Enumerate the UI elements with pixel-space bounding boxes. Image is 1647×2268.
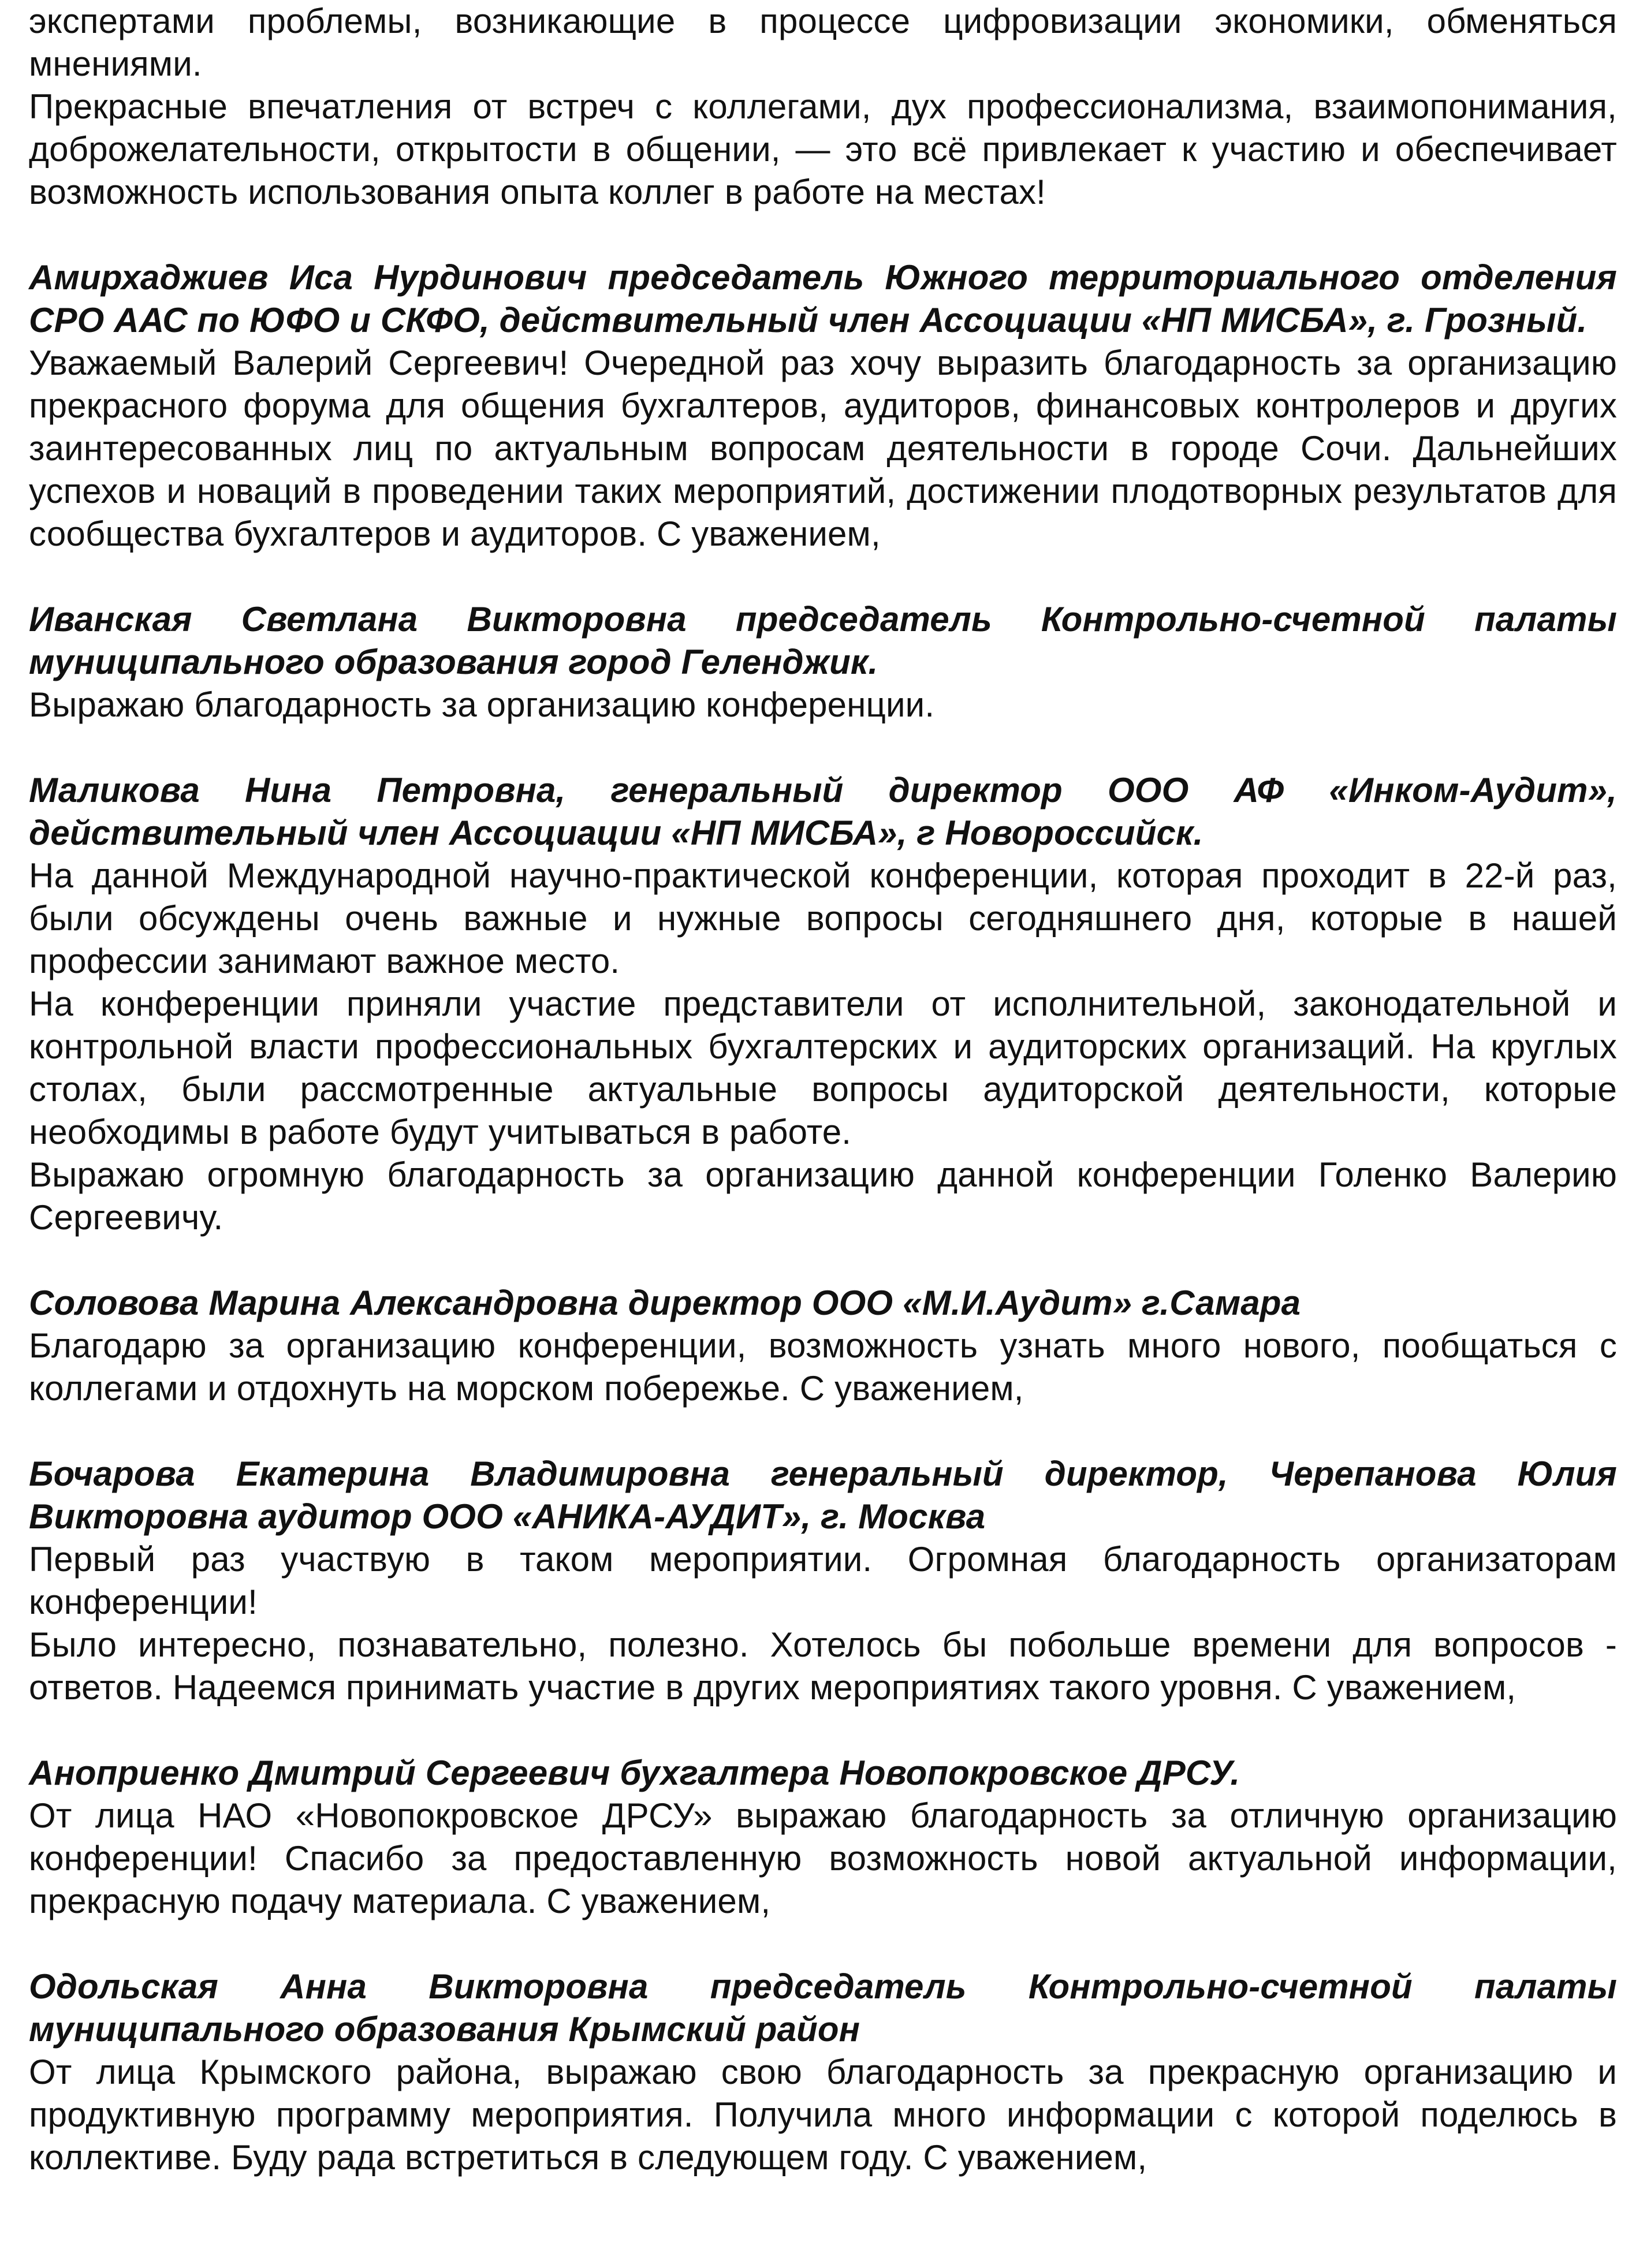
entry-paragraph: На конференции приняли участие представители от исполнительной, законодательной и контрольной власти профессиональных бухгалтерских и аудиторских организаций. На круглых столах, были рассмотренные актуальные вопросы аудиторской деятельности, которые необходимы в работе будут учитываться в работе. [29,984,1617,1151]
entry-paragraph: Выражаю благодарность за организацию конференции. [29,685,935,724]
intro-paragraph: экспертами проблемы, возникающие в процессе цифровизации экономики, обменяться мнениями. [29,2,1617,83]
spacer [29,214,1617,256]
testimonial-entry [29,1282,1617,1410]
testimonial-entry [29,1752,1617,1923]
entry-paragraph: От лица Крымского района, выражаю свою благодарность за прекрасную организацию и продуктивную программу мероприятия. Получила много информации с которой поделюсь в коллективе. Буду рада встретиться в следующем году. С уважением, [29,2053,1617,2177]
testimonial-entry [29,598,1617,726]
spacer [29,1923,1617,1965]
entry-paragraph: Было интересно, познавательно, полезно. Хотелось бы побольше времени для вопросов - ответов. Надеемся принимать участие в других мероприятиях такого уровня. С уважением, [29,1625,1617,1707]
entry-paragraph: Благодарю за организацию конференции, возможность узнать много нового, пообщаться с коллегами и отдохнуть на морском побережье. С уважением, [29,1326,1617,1408]
entry-heading: Амирхаджиев Иса Нурдинович председатель Южного территориального отделения СРО ААС по ЮФО и СКФО, действительный член Ассоциации «НП МИСБА», г. Грозный. [29,258,1617,340]
entry-heading: Одольская Анна Викторовна председатель Контрольно-счетной палаты муниципального образования Крымский район [29,1967,1617,2049]
document-page [29,0,1617,2179]
entry-heading: Иванская Светлана Викторовна председатель Контрольно-счетной палаты муниципального образования город Геленджик. [29,600,1617,681]
spacer [29,1709,1617,1752]
intro-paragraph: Прекрасные впечатления от встреч с коллегами, дух профессионализма, взаимопонимания, доброжелательности, открытости в общении, — это всё привлекает к участию и обеспечивает возможность использования опыта коллег в работе на местах! [29,87,1617,211]
spacer [29,726,1617,769]
spacer [29,555,1617,598]
entry-heading: Бочарова Екатерина Владимировна генеральный директор, Черепанова Юлия Викторовна аудитор ООО «АНИКА-АУДИТ», г. Москва [29,1454,1617,1536]
testimonial-entry [29,1965,1617,2179]
testimonial-entry [29,1453,1617,1709]
entry-heading: Аноприенко Дмитрий Сергеевич бухгалтера Новопокровское ДРСУ. [29,1754,1240,1792]
entry-paragraph: Выражаю огромную благодарность за организацию данной конференции Голенко Валерию Сергеевичу. [29,1155,1617,1237]
entry-heading: Соловова Марина Александровна директор ООО «М.И.Аудит» г.Самара [29,1284,1301,1322]
spacer [29,1410,1617,1453]
intro-section [29,0,1617,214]
entry-heading: Маликова Нина Петровна, генеральный директор ООО АФ «Инком-Аудит», действительный член Ассоциации «НП МИСБА», г Новороссийск. [29,771,1617,852]
spacer [29,1239,1617,1282]
entry-paragraph: От лица НАО «Новопокровское ДРСУ» выражаю благодарность за отличную организацию конференции! Спасибо за предоставленную возможность новой актуальной информации, прекрасную подачу материала. С уважением, [29,1796,1617,1920]
entry-paragraph: Уважаемый Валерий Сергеевич! Очередной раз хочу выразить благодарность за организацию прекрасного форума для общения бухгалтеров, аудиторов, финансовых контролеров и других заинтересованных лиц по актуальным вопросам деятельности в городе Сочи. Дальнейших успехов и новаций в проведении таких мероприятий, достижении плодотворных результатов для сообщества бухгалтеров и аудиторов. С уважением, [29,344,1617,553]
testimonial-entry [29,256,1617,555]
testimonial-entry [29,769,1617,1239]
entry-paragraph: Первый раз участвую в таком мероприятии. Огромная благодарность организаторам конференции! [29,1540,1617,1621]
entry-paragraph: На данной Международной научно-практической конференции, которая проходит в 22-й раз, были обсуждены очень важные и нужные вопросы сегодняшнего дня, которые в нашей профессии занимают важное место. [29,856,1617,980]
